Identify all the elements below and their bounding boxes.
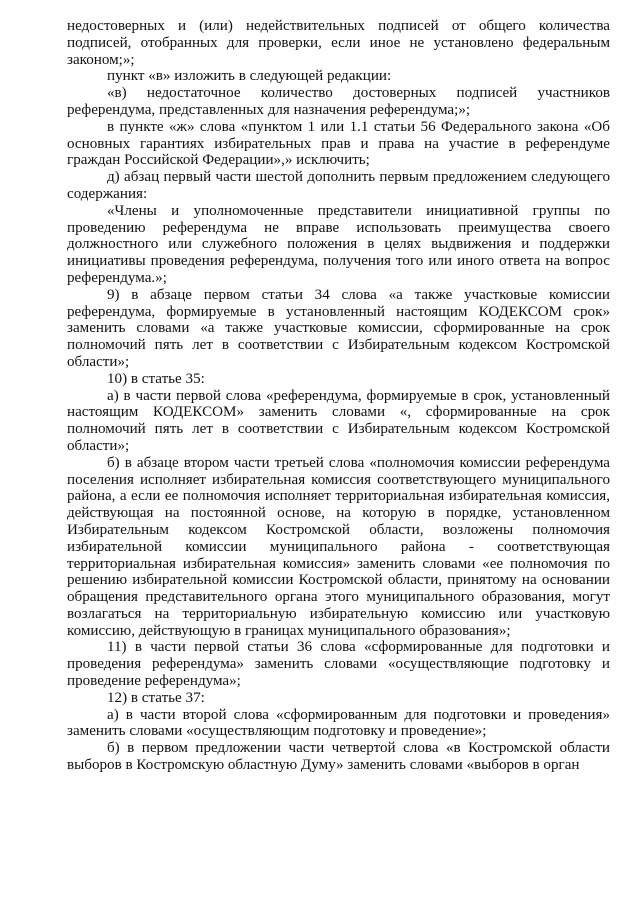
paragraph-item-v-heading: пункт «в» изложить в следующей редакции: xyxy=(107,68,392,85)
paragraph-item-v-text: «в) недостаточное количество достоверных подписей участников референдума, представленных для назначения референдума;»; xyxy=(67,85,610,118)
paragraph-continuation: недостоверных и (или) недействительных подписей от общего количества подписей, отобранных для проверки, если иное не установлено федеральным законом;»; xyxy=(67,18,610,68)
paragraph-item-10a: а) в части первой слова «референдума, формируемые в срок, установленный настоящим КОДЕКСОМ» заменить словами «, сформированные на срок полномочий пять лет в соответствии с Избирательным кодексом Костромской области»; xyxy=(67,387,610,454)
paragraph-item-12b: б) в первом предложении части четвертой слова «в Костромской области выборов в Костромскую областную Думу» заменить словами «выборов в орган xyxy=(67,740,610,774)
paragraph-item-10: 10) в статье 35: xyxy=(107,370,205,387)
paragraph-item-12a: а) в части второй слова «сформированным для подготовки и проведения» заменить словами «осуществляющим подготовку и проведение»; xyxy=(67,706,610,740)
paragraph-item-d-quote: «Члены и уполномоченные представители инициативной группы по проведению референдума не вправе использовать преимущества своего должностного или служебного положения в целях выдвижения и поддержки инициативы проведения референдума, получения того или иного ответа на вопрос референдума.»; xyxy=(67,202,610,286)
paragraph-item-d: д) абзац первый части шестой дополнить первым предложением следующего содержания: xyxy=(67,169,610,202)
paragraph-item-zh: в пункте «ж» слова «пунктом 1 или 1.1 статьи 56 Федерального закона «Об основных гарантиях избирательных прав и права на участие в референдуме граждан Российской Федерации»,» исключить; xyxy=(67,118,610,169)
paragraph-item-9: 9) в абзаце первом статьи 34 слова «а также участковые комиссии референдума, формируемые в установленный настоящим КОДЕКСОМ срок» заменить словами «а также участковые комиссии, сформированные на срок полномочий пять лет в соответствии с Избирательным кодексом Костромской области»; xyxy=(67,286,610,370)
document-page xyxy=(67,18,610,774)
paragraph-item-12: 12) в статье 37: xyxy=(107,689,205,706)
paragraph-item-11: 11) в части первой статьи 36 слова «сформированные для подготовки и проведения референдума» заменить словами «осуществляющие подготовку и проведение референдума»; xyxy=(67,639,610,690)
paragraph-item-10b: б) в абзаце втором части третьей слова «полномочия комиссии референдума поселения исполняет избирательная комиссия соответствующего муниципального района, а если ее полномочия исполняет территориальная избирательная комиссия, действующая на постоянной основе, на которую в порядке, установленном Избирательным кодексом Костромской области, возложены полномочия избирательной комиссии муниципального района - соответствующая территориальная избирательная комиссия» заменить словами «ее полномочия по решению избирательной комиссии Костромской области, принятому на основании обращения представительного органа этого муниципального образования, могут возлагаться на территориальную избирательную комиссию или участковую комиссию, действующую в границах муниципального образования»; xyxy=(67,454,610,639)
